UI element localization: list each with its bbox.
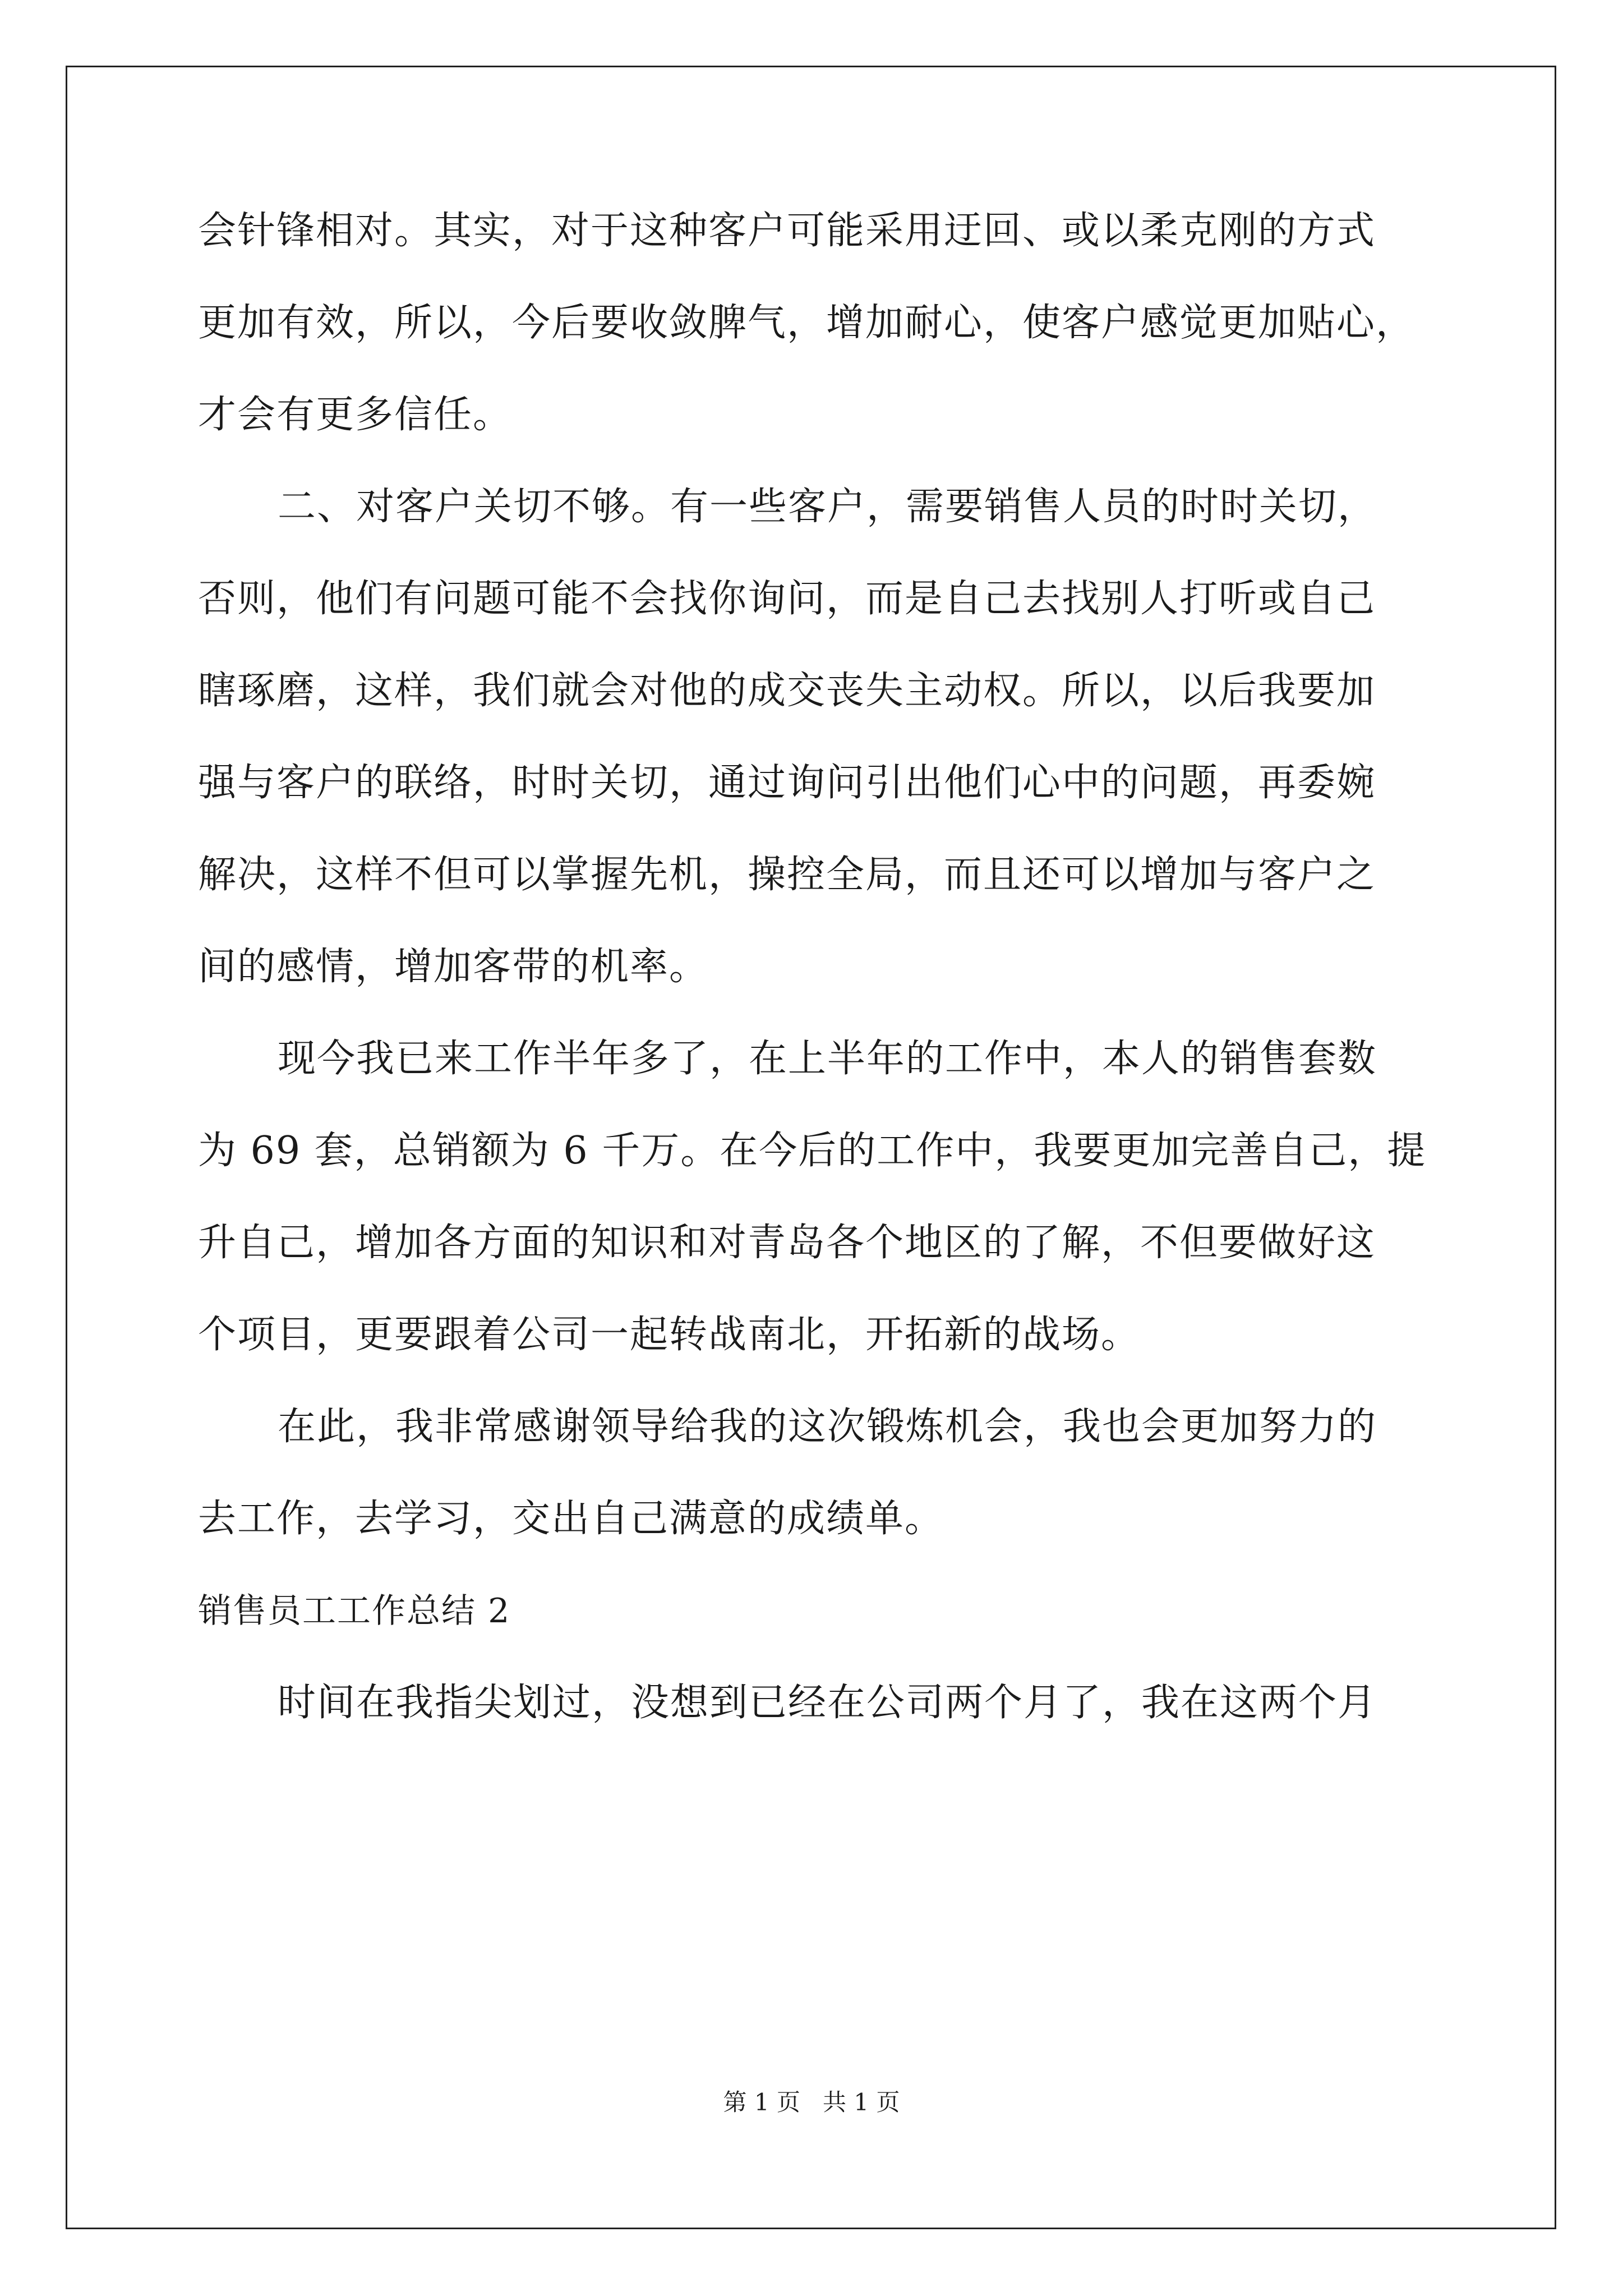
page-footer: 第 1 页 共 1 页 <box>723 2088 900 2116</box>
paragraph-line: 才会有更多信任。 <box>198 393 513 437</box>
paragraph-line: 强与客户的联络，时时关切，通过询问引出他们心中的问题，再委婉 <box>198 761 1376 805</box>
paragraph-line: 解决，这样不但可以掌握先机，操控全局，而且还可以增加与客户之 <box>198 853 1376 897</box>
paragraph-line: 现今我已来工作半年多了，在上半年的工作中，本人的销售套数 <box>278 1037 1377 1081</box>
section-heading: 销售员工工作总结 2 <box>198 1591 511 1631</box>
paragraph-line: 去工作，去学习，交出自己满意的成绩单。 <box>198 1497 944 1541</box>
paragraph-line: 更加有效，所以，今后要收敛脾气，增加耐心，使客户感觉更加贴心， <box>198 301 1415 345</box>
paragraph-line: 升自己，增加各方面的知识和对青岛各个地区的了解，不但要做好这 <box>198 1221 1376 1265</box>
paragraph-line: 瞎琢磨，这样，我们就会对他的成交丧失主动权。所以，以后我要加 <box>198 669 1376 713</box>
paragraph-line: 为 69 套，总销额为 6 千万。在今后的工作中，我要更加完善自己，提 <box>198 1129 1427 1173</box>
paragraph-line: 间的感情，增加客带的机率。 <box>198 945 709 989</box>
paragraph-line: 时间在我指尖划过，没想到已经在公司两个月了，我在这两个月 <box>278 1681 1377 1725</box>
paragraph-line: 否则，他们有问题可能不会找你询问，而是自己去找别人打听或自己 <box>198 577 1376 621</box>
paragraph-line: 会针锋相对。其实，对于这种客户可能采用迂回、或以柔克刚的方式 <box>198 209 1376 253</box>
paragraph-line: 在此，我非常感谢领导给我的这次锻炼机会，我也会更加努力的 <box>278 1405 1377 1449</box>
paragraph-line: 个项目，更要跟着公司一起转战南北，开拓新的战场。 <box>198 1313 1141 1357</box>
paragraph-line: 二、对客户关切不够。有一些客户，需要销售人员的时时关切， <box>278 485 1377 529</box>
